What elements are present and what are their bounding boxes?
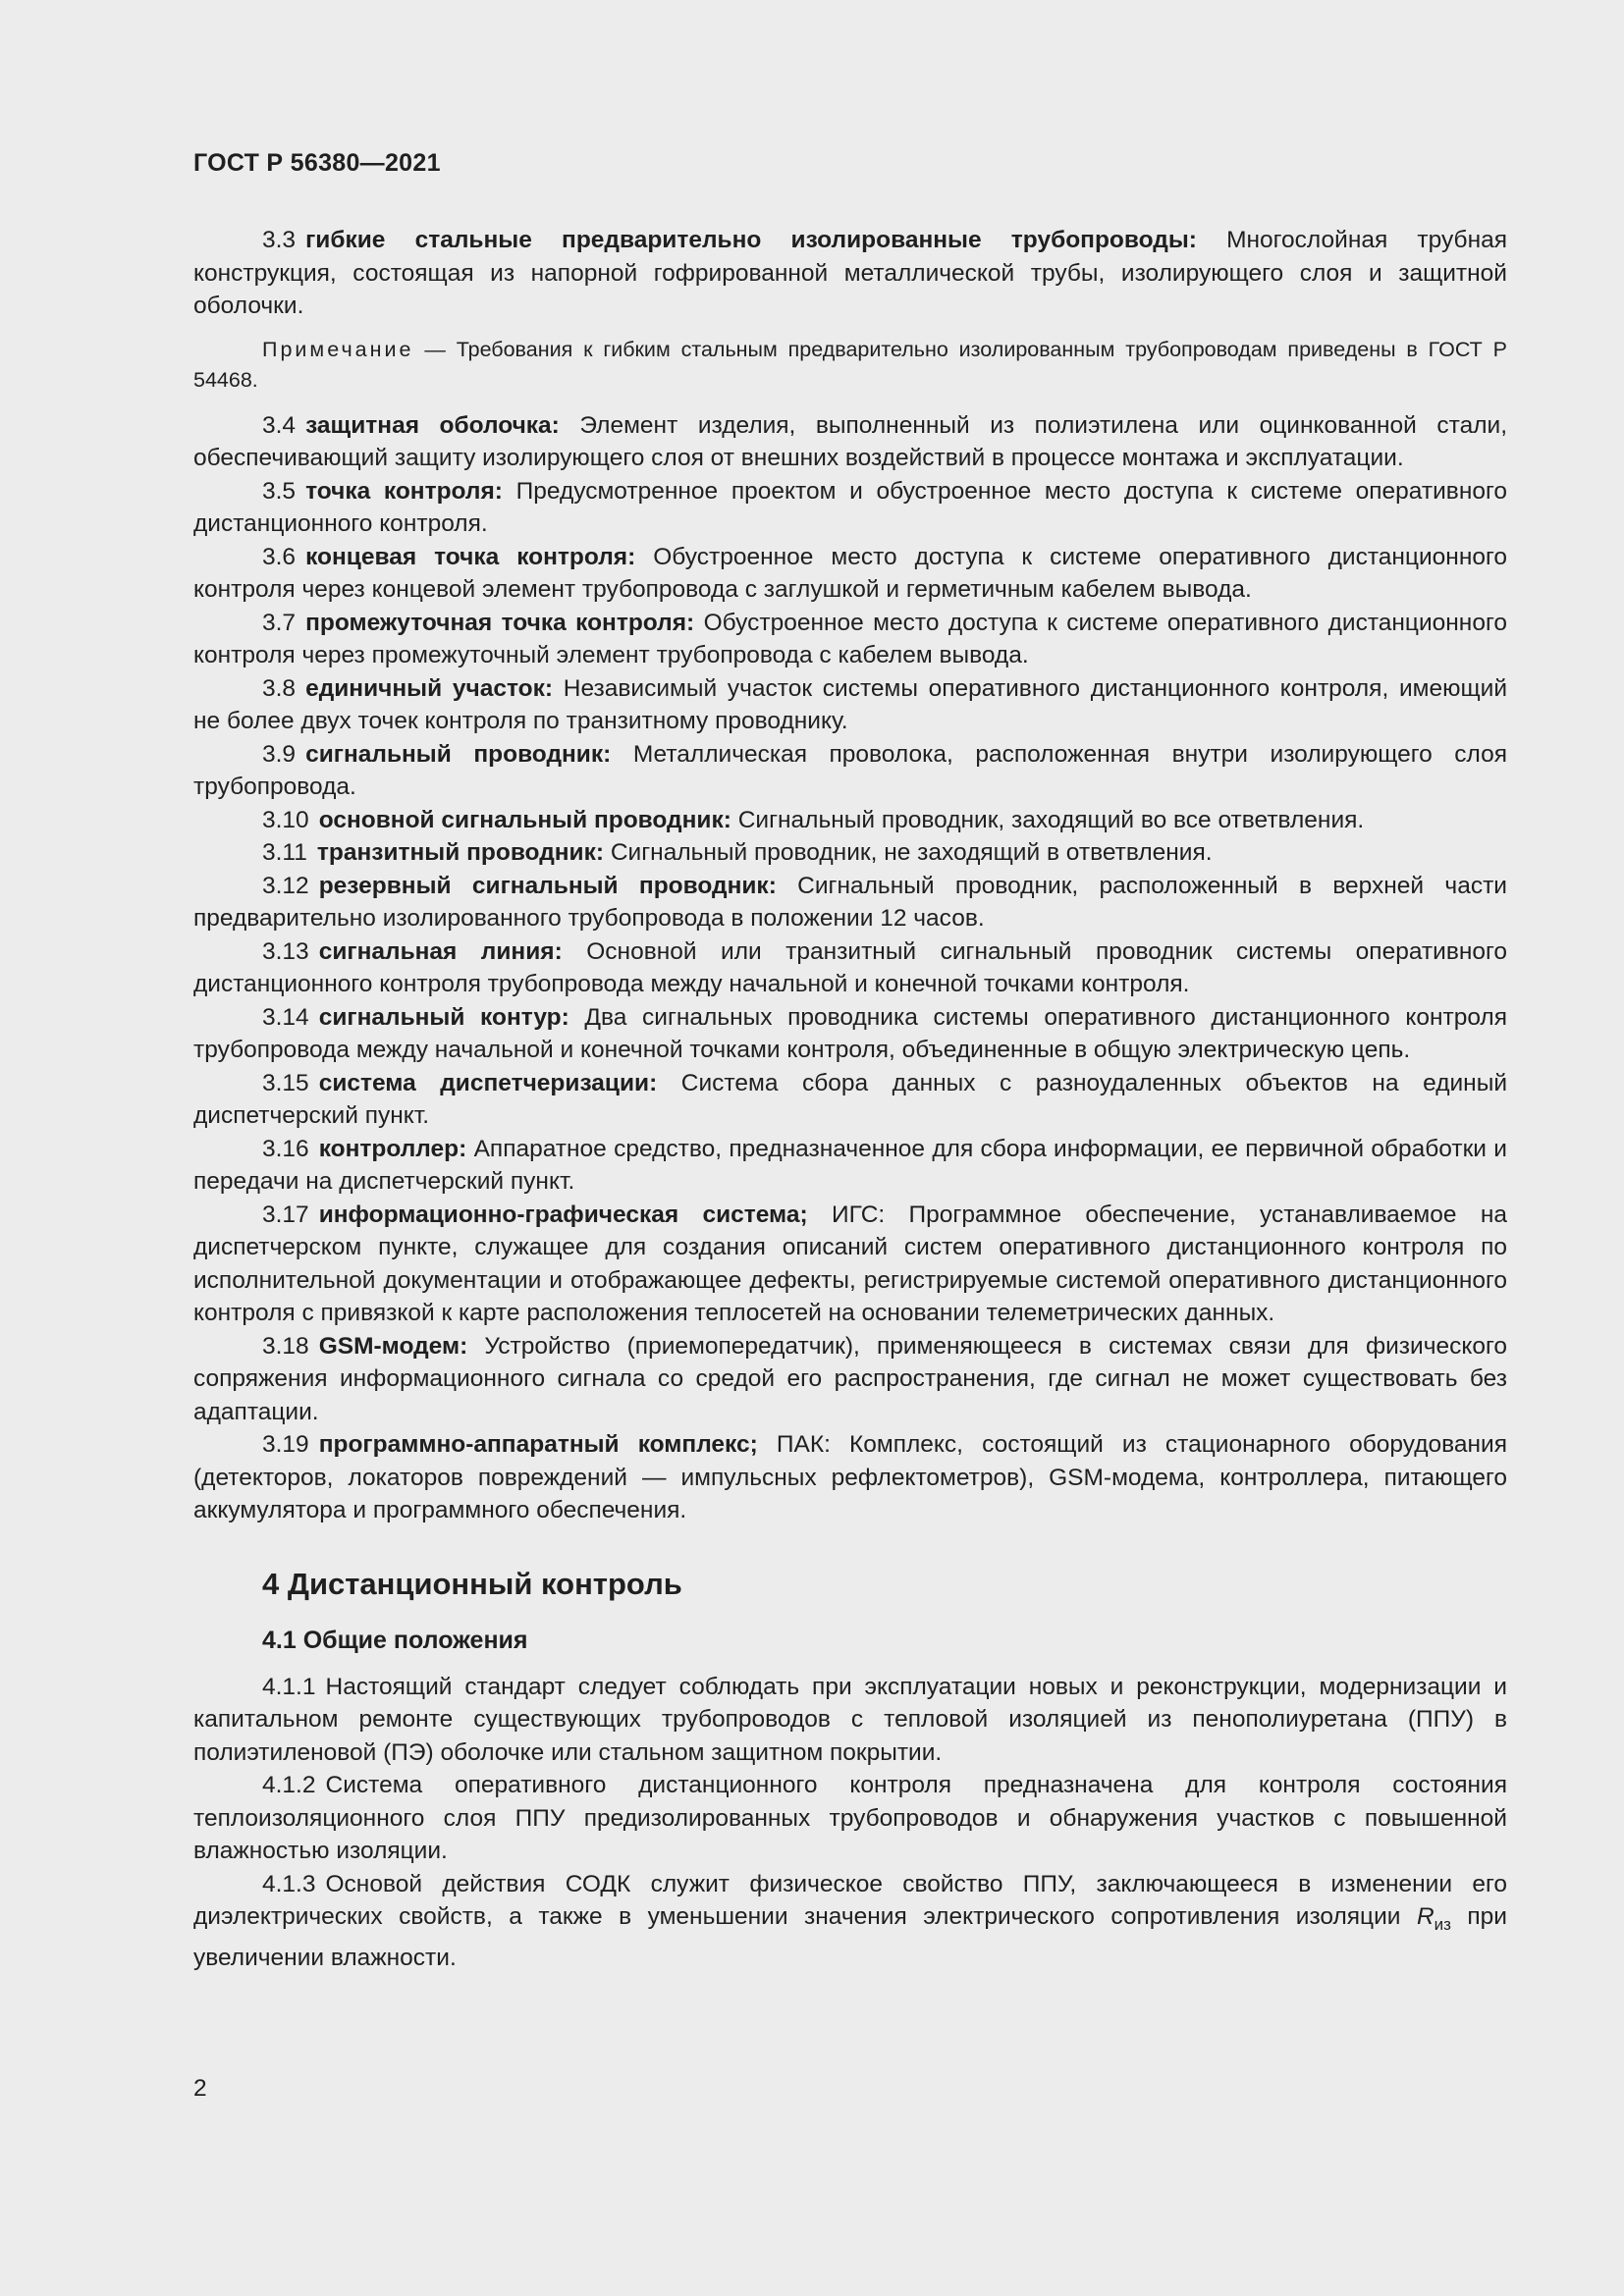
definition-3-8: 3.8 единичный участок: Независимый участок системы оперативного дистанционного контроля, имеющий не более двух точек контроля по транзитному проводнику.: [193, 674, 1508, 734]
section-heading: 4 Дистанционный контроль: [262, 1566, 682, 1601]
term: транзитный проводник:: [316, 839, 605, 866]
term: резервный сигнальный проводник:: [318, 872, 777, 899]
note: Примечание — Требования к гибким стальным предварительно изолированным трубопроводам приведены в ГОСТ Р 54468.: [193, 337, 1507, 392]
note-label: Примечание: [262, 337, 414, 361]
definition-3-17: 3.17 информационно-графическая система; ИГС: Программное обеспечение, устанавливаемое на диспетчерском пункте, служащее для создания описаний систем оперативного дистанционного контроля по исполнительной документации и отображающее дефекты, регистрируемые системой оперативного дистанционного контроля с привязкой к карте расположения теплосетей на основании телеметрических данных.: [193, 1201, 1507, 1326]
page-number: 2: [193, 2075, 207, 2102]
definition-3-6: 3.6 концевая точка контроля: Обустроенное место доступа к системе оперативного дистанционного контроля через концевой элемент трубопровода с заглушкой и герметичным кабелем вывода.: [193, 543, 1507, 603]
subsection-heading: 4.1 Общие положения: [262, 1626, 528, 1654]
term: гибкие стальные предварительно изолированные трубопроводы:: [305, 227, 1197, 253]
definition-3-3: 3.3 гибкие стальные предварительно изолированные трубопроводы: Многослойная трубная конструкция, состоящая из напорной гофрированной металлической трубы, изолирующего слоя и защитной оболочки.: [193, 227, 1507, 319]
definition-3-16: 3.16 контроллер: Аппаратное средство, предназначенное для сбора информации, ее первичной обработки и передачи на диспетчерский пункт.: [193, 1135, 1507, 1195]
standard-code-header: ГОСТ Р 56380—2021: [193, 149, 441, 177]
resistance-subscript: из: [1434, 1915, 1451, 1934]
definition-3-9: 3.9 сигнальный проводник: Металлическая проволока, расположенная внутри изолирующего слоя трубопровода.: [193, 740, 1507, 800]
term: сигнальный контур:: [318, 1003, 569, 1031]
definition-3-11: 3.11 транзитный проводник: Сигнальный проводник, не заходящий в ответвления.: [262, 839, 1213, 866]
clause-4-1-2: 4.1.2 Система оперативного дистанционного контроля предназначена для контроля состояния теплоизоляционного слоя ППУ предизолированных трубопроводов и обнаружения участков с повышенной влажностью изоляции.: [193, 1772, 1507, 1864]
term: GSM-модем:: [318, 1332, 468, 1360]
definition-3-4: 3.4 защитная оболочка: Элемент изделия, выполненный из полиэтилена или оцинкованной стали, обеспечивающий защиту изолирующего слоя от внешних воздействий в процессе монтажа и эксплуатации.: [193, 411, 1507, 471]
definition-3-15: 3.15 система диспетчеризации: Система сбора данных с разноудаленных объектов на единый диспетчерский пункт.: [193, 1069, 1507, 1129]
term: промежуточная точка контроля:: [305, 609, 695, 636]
term: сигнальная линия:: [318, 937, 563, 965]
clause-4-1-3: 4.1.3 Основой действия СОДК служит физическое свойство ППУ, заключающееся в изменении его диэлектрических свойств, а также в уменьшении значения электрического сопротивления изоляции $R_{из}$ при увеличении влажности.: [193, 1870, 1507, 1971]
definition-3-5: 3.5 точка контроля: Предусмотренное проектом и обустроенное место доступа к системе оперативного дистанционного контроля.: [193, 477, 1507, 537]
resistance-symbol: $R_{из}$: [1416, 1903, 1451, 1934]
term: защитная оболочка:: [305, 411, 560, 439]
term: контроллер:: [318, 1135, 467, 1162]
term: основной сигнальный проводник:: [318, 806, 731, 833]
definition-3-13: 3.13 сигнальная линия: Основной или транзитный сигнальный проводник системы оперативного дистанционного контроля трубопровода между начальной и конечной точками контроля.: [193, 937, 1508, 997]
definition-3-7: 3.7 промежуточная точка контроля: Обустроенное место доступа к системе оперативного дистанционного контроля через промежуточный элемент трубопровода с кабелем вывода.: [193, 609, 1507, 668]
term: концевая точка контроля:: [305, 543, 636, 570]
term: сигнальный проводник:: [305, 740, 612, 768]
term: программно-аппаратный комплекс;: [318, 1431, 758, 1458]
definition-3-18: 3.18 GSM-модем: Устройство (приемопередатчик), применяющееся в системах связи для физического сопряжения информационного сигнала со средой его распространения, где сигнал не может существовать без адаптации.: [193, 1332, 1507, 1425]
definition-3-19: 3.19 программно-аппаратный комплекс; ПАК: Комплекс, состоящий из стационарного оборудования (детекторов, локаторов повреждений — импульсных рефлектометров), GSM-модема, контроллера, питающего аккумулятора и программного обеспечения.: [193, 1431, 1507, 1523]
term: единичный участок:: [305, 674, 554, 702]
term: точка контроля:: [305, 477, 503, 505]
clause-4-1-1: 4.1.1 Настоящий стандарт следует соблюдать при эксплуатации новых и реконструкции, модернизации и капитальном ремонте существующих трубопроводов с тепловой изоляцией из пенополиуретана (ППУ) в полиэтиленовой (ПЭ) оболочке или стальном защитном покрытии.: [193, 1673, 1507, 1766]
definition-3-12: 3.12 резервный сигнальный проводник: Сигнальный проводник, расположенный в верхней части предварительно изолированного трубопровода в положении 12 часов.: [193, 872, 1507, 932]
definition-3-14: 3.14 сигнальный контур: Два сигнальных проводника системы оперативного дистанционного контроля трубопровода между начальной и конечной точками контроля, объединенные в общую электрическую цепь.: [193, 1003, 1507, 1063]
term: система диспетчеризации:: [318, 1069, 658, 1096]
document-body: [193, 224, 1507, 1974]
definition-3-10: 3.10 основной сигнальный проводник: Сигнальный проводник, заходящий во все ответвления.: [262, 806, 1365, 833]
term: информационно-графическая система;: [318, 1201, 808, 1228]
